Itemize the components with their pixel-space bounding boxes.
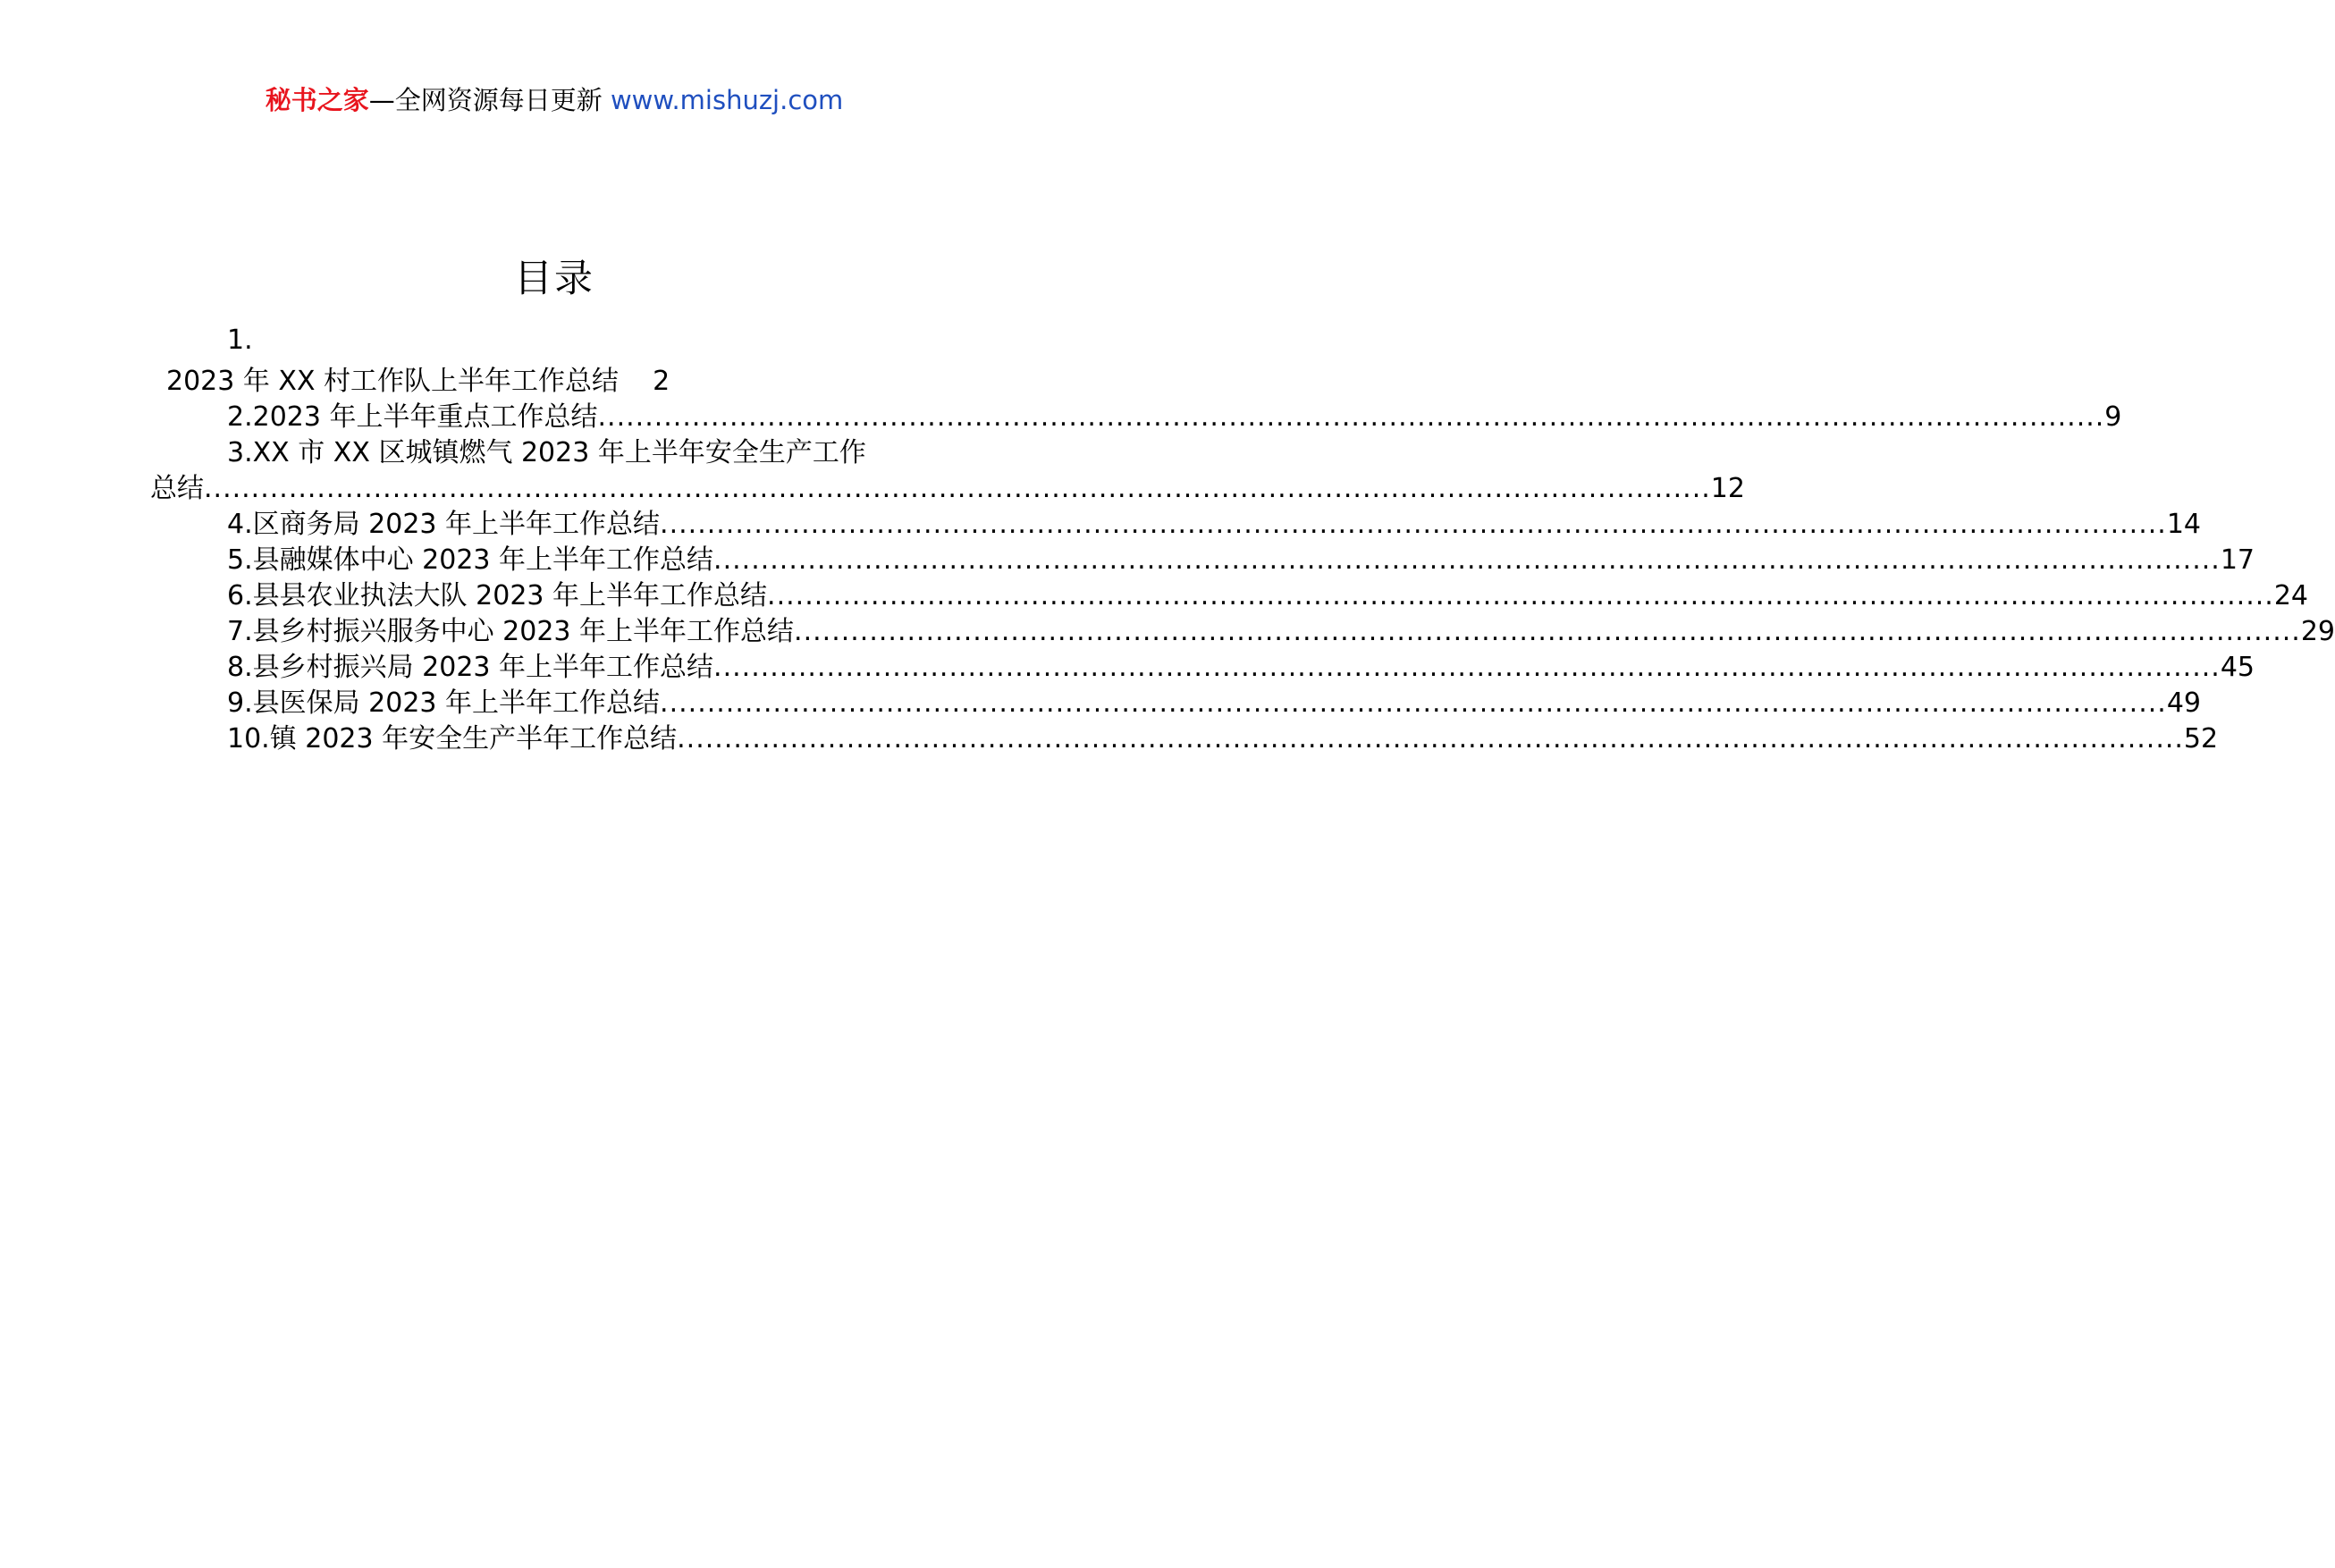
toc-entry-10[interactable] [227,719,2219,759]
header-slogan: —全网资源每日更新 [368,85,603,115]
site-header [0,82,1108,118]
toc-leader-dots: ................................................................................................................................................................ [660,509,2167,540]
toc-entry-title: 2023 年 XX 村工作队上半年工作总结 [166,366,620,397]
toc-entry-3-line1[interactable] [227,433,935,473]
toc-leader-dots: ................................................................................................................................................................ [794,616,2301,647]
toc-entry-7[interactable] [227,611,2335,652]
toc-entry-page: 49 [2166,687,2202,719]
toc-entry-3-line2[interactable] [150,468,1745,509]
toc-entry-9[interactable] [227,683,2202,723]
toc-entry-title: 2.2023 年上半年重点工作总结 [227,401,598,433]
toc-entry-1[interactable] [166,361,935,401]
toc-entry-title: 9.县医保局 2023 年上半年工作总结 [227,687,661,719]
toc-entry-title: 10.镇 2023 年安全生产半年工作总结 [227,723,678,754]
site-url-link[interactable]: www.mishuzj.com [610,85,844,115]
brand-name: 秘书之家 [265,85,369,115]
toc-entry-title-continued: 总结 [150,473,204,504]
toc-entry-page: 12 [1710,473,1745,504]
toc-entry-page: 17 [2220,544,2255,576]
toc-entry-title: 6.县县农业执法大队 2023 年上半年工作总结 [227,580,768,611]
toc-leader-dots: ................................................................................................................................................................ [677,723,2184,754]
toc-entry-page: 52 [2183,723,2219,754]
toc-leader-dots: ................................................................................................................................................................ [713,652,2221,683]
toc-entry-page: 45 [2220,652,2255,683]
toc-entry-title: 8.县乡村振兴局 2023 年上半年工作总结 [227,652,714,683]
page-title: 目录 [514,257,594,301]
toc-leader-dots: ................................................................................................................................................................ [204,473,1711,504]
toc-leader-dots: ................................................................................................................................................................ [660,687,2167,719]
toc-entry-page: 9 [2104,401,2122,433]
toc-entry-page: 24 [2273,580,2309,611]
toc-entry-6[interactable] [227,576,2309,616]
toc-entry-title: 3.XX 市 XX 区城镇燃气 2023 年上半年安全生产工作 [227,437,866,468]
toc-entry-2[interactable] [227,397,2122,437]
toc-leader-dots: ................................................................................................................................................................ [767,580,2274,611]
toc-leader-dots: ................................................................................................................................................................ [713,544,2221,576]
toc-entry-4[interactable] [227,504,2202,544]
toc-entry-8[interactable] [227,647,2255,687]
toc-entry-5[interactable] [227,540,2255,580]
toc-entry-title: 5.县融媒体中心 2023 年上半年工作总结 [227,544,714,576]
toc-entry-title: 7.县乡村振兴服务中心 2023 年上半年工作总结 [227,616,795,647]
toc-entry-title: 4.区商务局 2023 年上半年工作总结 [227,509,661,540]
toc-entry-page: 14 [2166,509,2202,540]
toc-entry-page: 2 [653,366,670,397]
toc-entry-1-number [227,320,935,360]
toc-entry-number: 1. [227,325,253,356]
toc-entry-page: 29 [2300,616,2335,647]
toc-leader-dots: ................................................................................................................................................................ [597,401,2105,433]
